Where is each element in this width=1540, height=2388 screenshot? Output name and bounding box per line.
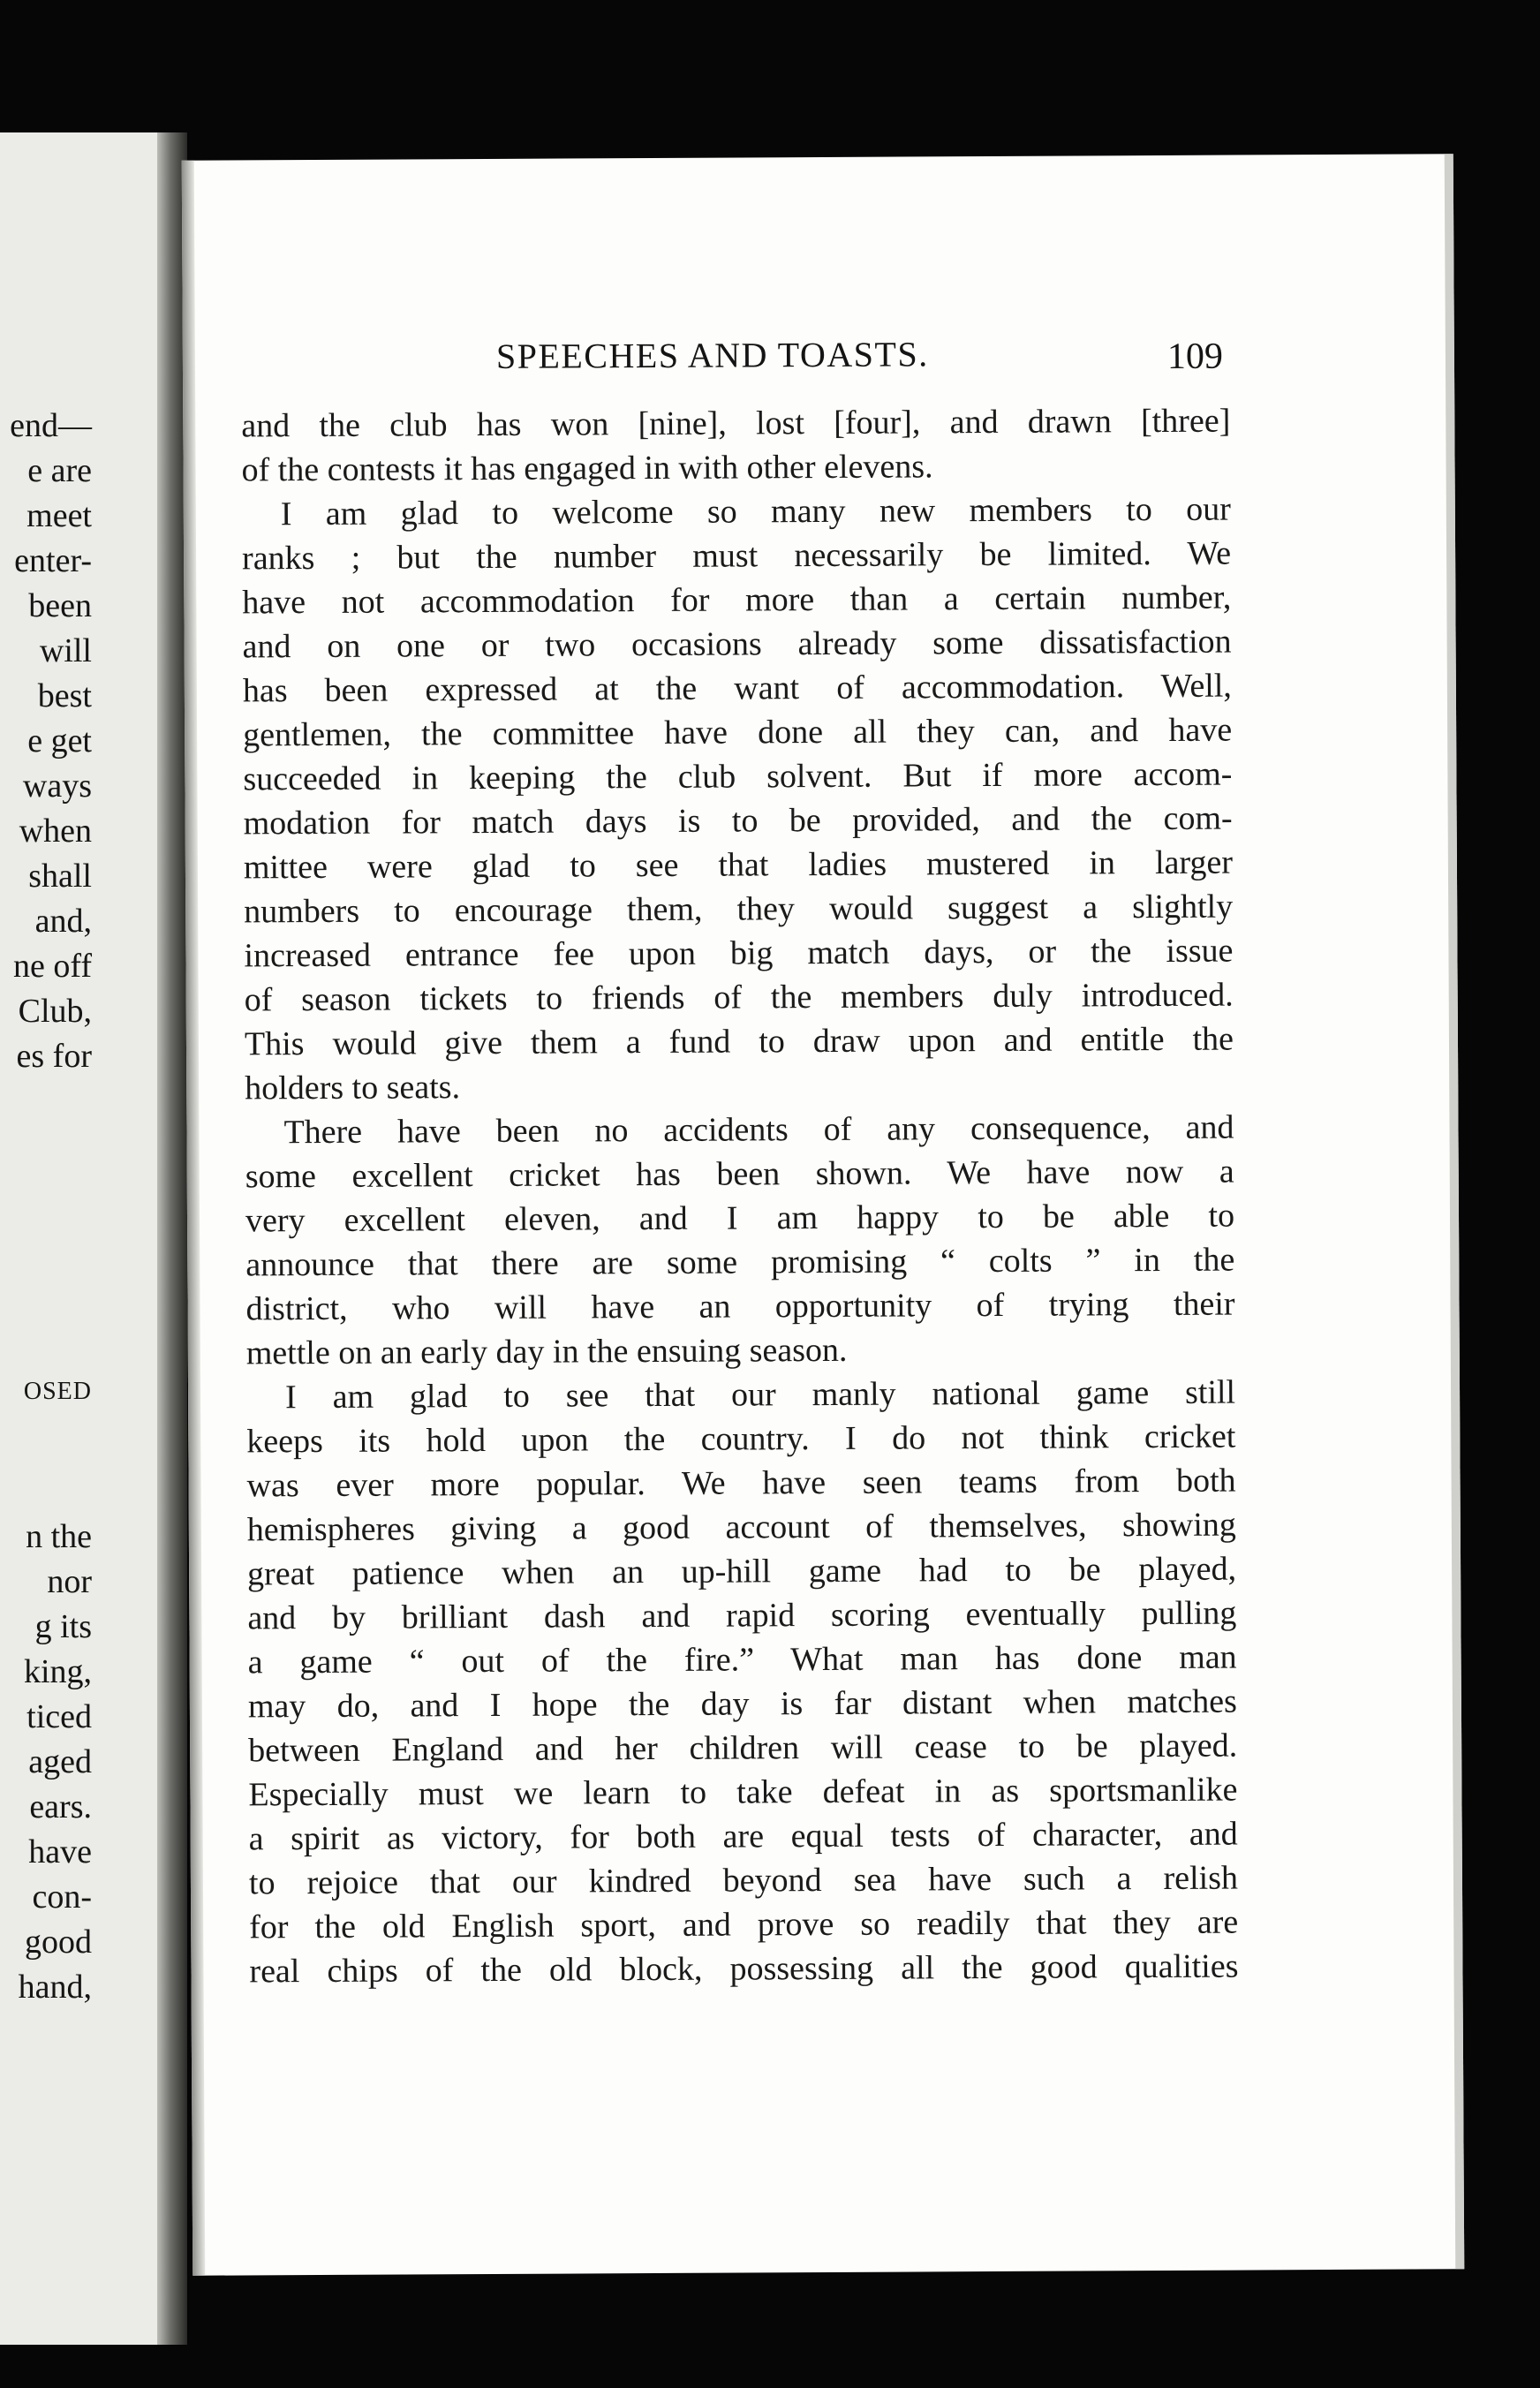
- text-line: and by brilliant dash and rapid scoring eventually pulling: [247, 1594, 1237, 1637]
- left-line: ticed: [26, 1698, 92, 1735]
- text-line: of the contests it has engaged in with other elevens.: [241, 448, 933, 489]
- left-line: been: [28, 587, 92, 624]
- text-line: has been expressed at the want of accommodation. Well,: [242, 667, 1232, 710]
- text-line: hemispheres giving a good account of themselves, showing: [246, 1506, 1236, 1549]
- text-line: great patience when an up-hill game had to be played,: [247, 1550, 1237, 1593]
- text-line: ranks ; but the number must necessarily be limited. We: [241, 534, 1232, 578]
- left-line: con-: [32, 1878, 92, 1916]
- text-line: real chips of the old block, possessing all the good qualities: [249, 1947, 1239, 1991]
- left-line: meet: [26, 497, 92, 534]
- text-line: holders to seats.: [245, 1069, 461, 1107]
- text-line: succeeded in keeping the club solvent. But if more accom-: [243, 755, 1233, 798]
- left-line: best: [37, 677, 92, 714]
- left-line: king,: [23, 1653, 92, 1690]
- page-body: [241, 399, 1239, 1991]
- left-line: ways: [22, 767, 92, 805]
- left-line: ears.: [29, 1788, 92, 1825]
- left-line: g its: [34, 1608, 92, 1645]
- text-line: and on one or two occasions already some dissatisfaction: [242, 623, 1232, 666]
- left-line: hand,: [18, 1969, 92, 2006]
- text-line: a game “ out of the fire.” What man has done man: [247, 1638, 1237, 1681]
- text-line: keeps its hold upon the country. I do not think cricket: [246, 1417, 1236, 1461]
- text-line: very excellent eleven, and I am happy to be able to: [245, 1197, 1235, 1240]
- previous-page: [0, 132, 168, 2345]
- left-line: good: [25, 1923, 92, 1961]
- left-heading-fragment: OSED: [23, 1378, 92, 1405]
- left-line: and,: [34, 903, 92, 940]
- text-line: I am glad to welcome so many new members to our: [280, 490, 1231, 533]
- left-line: when: [19, 812, 92, 850]
- left-line: nor: [47, 1563, 92, 1600]
- book-page: [182, 154, 1465, 2276]
- text-line: announce that there are some promising “ colts ” in the: [245, 1241, 1235, 1284]
- text-line: have not accommodation for more than a certain number,: [242, 578, 1232, 622]
- text-line: This would give them a fund to draw upon and entitle the: [244, 1020, 1234, 1063]
- text-line: district, who will have an opportunity of trying their: [245, 1285, 1235, 1328]
- text-line: of season tickets to friends of the members duly introduced.: [244, 976, 1234, 1019]
- left-line: aged: [28, 1743, 92, 1780]
- text-line: mettle on an early day in the ensuing season.: [245, 1331, 848, 1372]
- text-line: modation for match days is to be provided, and the com-: [243, 799, 1233, 843]
- text-line: Especially must we learn to take defeat in as sportsmanlike: [248, 1771, 1238, 1814]
- text-line: was ever more popular. We have seen teams from both: [246, 1462, 1236, 1505]
- text-line: for the old English sport, and prove so readily that they are: [249, 1903, 1239, 1946]
- text-line: a spirit as victory, for both are equal tests of character, and: [248, 1815, 1238, 1858]
- text-line: mittee were glad to see that ladies mustered in larger: [243, 843, 1234, 887]
- left-line: enter-: [14, 542, 92, 579]
- running-head: [183, 330, 1446, 389]
- text-line: increased entrance fee upon big match days, or the issue: [244, 932, 1234, 975]
- text-line: There have been no accidents of any consequence, and: [283, 1108, 1234, 1152]
- text-line: and the club has won [nine], lost [four], and drawn [three]: [241, 402, 1231, 445]
- text-line: gentlemen, the committee have done all they can, and have: [243, 711, 1233, 754]
- left-line: e get: [27, 722, 92, 759]
- text-line: numbers to encourage them, they would suggest a slightly: [244, 888, 1234, 931]
- text-line: I am glad to see that our manly national game still: [284, 1373, 1236, 1417]
- left-line: Club,: [18, 993, 92, 1030]
- left-line: ne off: [13, 948, 92, 985]
- left-line: have: [28, 1833, 92, 1870]
- left-line: e are: [27, 452, 92, 489]
- left-line: end—: [10, 407, 92, 444]
- text-line: may do, and I hope the day is far distant when matches: [247, 1682, 1238, 1726]
- page-number: 109: [1166, 336, 1224, 377]
- text-line: some excellent cricket has been shown. We have now a: [245, 1152, 1234, 1196]
- running-title: SPEECHES AND TOASTS.: [495, 334, 929, 376]
- left-line: n the: [26, 1518, 92, 1555]
- text-line: to rejoice that our kindred beyond sea have such a relish: [248, 1859, 1239, 1902]
- text-line: between England and her children will cease to be played.: [248, 1727, 1238, 1770]
- left-line: es for: [16, 1038, 92, 1075]
- left-line: shall: [28, 858, 92, 895]
- left-line: will: [39, 632, 92, 669]
